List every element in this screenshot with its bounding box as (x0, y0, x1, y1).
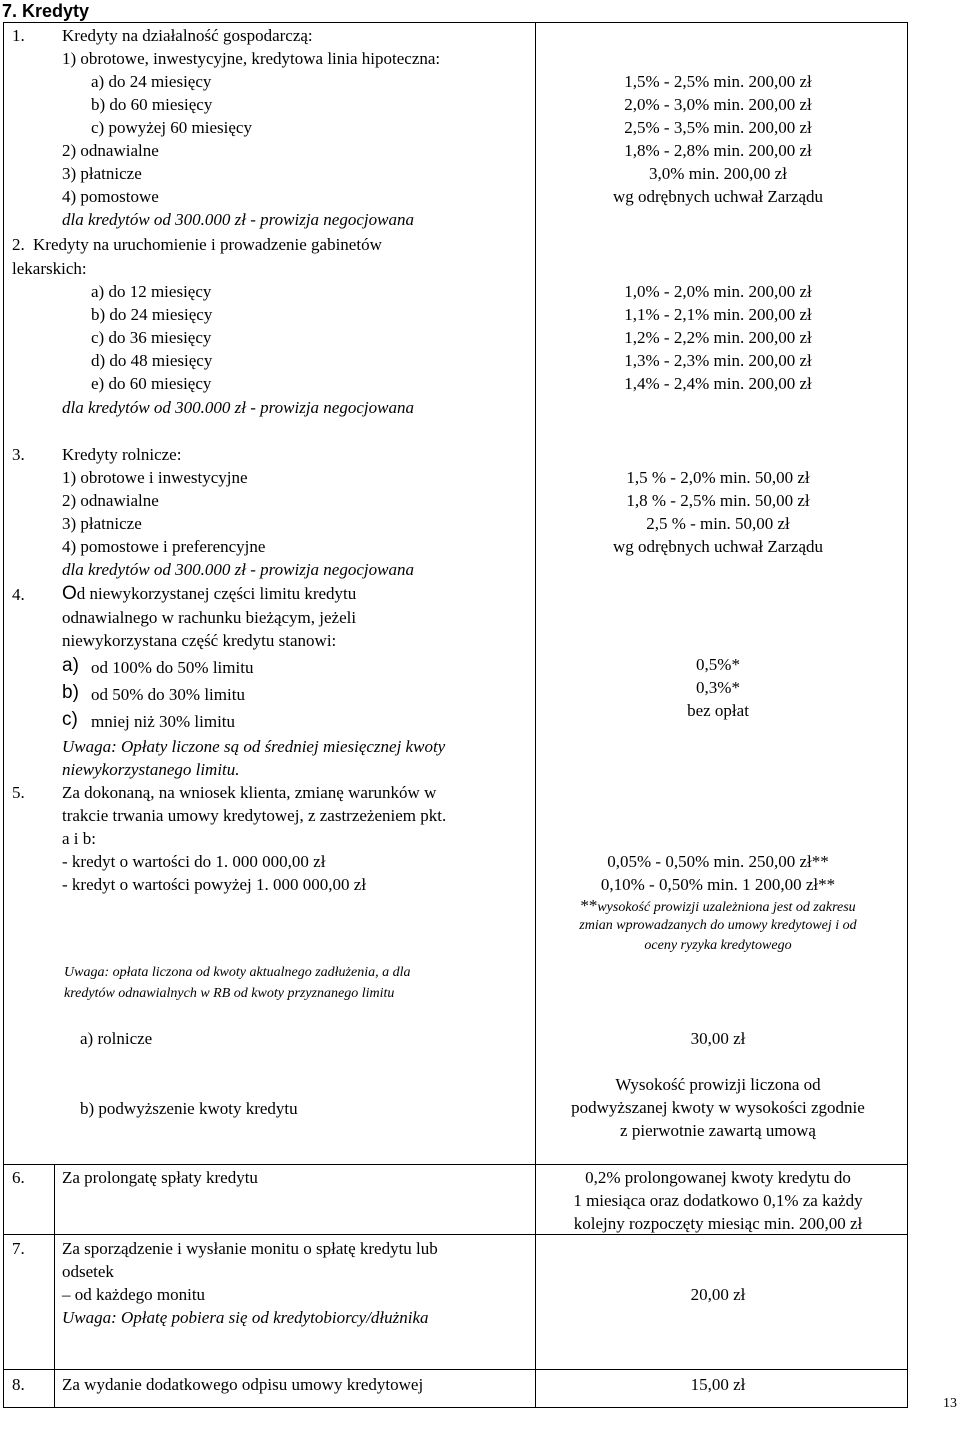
sub-item: - kredyt o wartości powyżej 1. 000 000,00 zł (62, 875, 367, 894)
column-divider-lower (535, 1164, 536, 1408)
sub-item: e) do 60 miesięcy (91, 374, 212, 393)
sub-item: – od każdego monitu (62, 1285, 206, 1304)
sub-item: mniej niż 30% limitu (91, 712, 236, 731)
item-number: 7. (12, 1239, 25, 1258)
sub-item: a) do 24 miesięcy (91, 72, 212, 91)
fee-value: 1,8% - 2,8% min. 200,00 zł (624, 141, 812, 160)
heading-text: d niewykorzystanej części limitu kredytu (76, 584, 357, 603)
fee-value: 1,0% - 2,0% min. 200,00 zł (624, 282, 812, 301)
item-letter: c) (62, 709, 78, 730)
fee-value: 2,5 % - min. 50,00 zł (646, 514, 790, 533)
fee-value: Wysokość prowizji liczona od (615, 1075, 821, 1094)
section-heading: Kredyty na uruchomienie i prowadzenie gabinetów (33, 235, 382, 254)
fee-value: kolejny rozpoczęty miesiąc min. 200,00 zł (573, 1214, 863, 1233)
sub-item: 2) odnawialne (62, 141, 159, 160)
sub-item: od 50% do 30% limitu (91, 685, 245, 704)
fee-value: 20,00 zł (690, 1285, 746, 1304)
drop-letter: O (62, 583, 77, 604)
fee-value: 1,5% - 2,5% min. 200,00 zł (624, 72, 812, 91)
sub-item: a) do 12 miesięcy (91, 282, 212, 301)
section-heading: Za wydanie dodatkowego odpisu umowy kredytowej (62, 1375, 424, 1394)
sub-item: 4) pomostowe (62, 187, 159, 206)
sub-item: - kredyt o wartości do 1. 000 000,00 zł (62, 852, 326, 871)
section-heading: lekarskich: (12, 259, 87, 278)
sub-item: b) do 24 miesięcy (91, 305, 213, 324)
fee-value: 3,0% min. 200,00 zł (649, 164, 787, 183)
usage-note: Uwaga: Opłaty liczone są od średniej miesięcznej kwoty (62, 737, 446, 756)
number-column-divider (54, 1164, 55, 1408)
sub-item: 1) obrotowe, inwestycyjne, kredytowa linia hipoteczna: (62, 49, 441, 68)
fee-value: 2,5% - 3,5% min. 200,00 zł (624, 118, 812, 137)
fee-value: 30,00 zł (690, 1029, 746, 1048)
section-text: odsetek (62, 1262, 114, 1281)
section-text: niewykorzystana część kredytu stanowi: (62, 631, 337, 650)
section-text: odnawialnego w rachunku bieżącym, jeżeli (62, 608, 357, 627)
row-divider (3, 1164, 908, 1165)
footnote-text: oceny ryzyka kredytowego (644, 938, 792, 953)
section-text: trakcie trwania umowy kredytowej, z zastrzeżeniem pkt. (62, 806, 447, 825)
item-letter: b) (62, 682, 79, 703)
row-divider (3, 1369, 908, 1370)
fee-value: wg odrębnych uchwał Zarządu (612, 537, 824, 556)
fee-value: 0,05% - 0,50% min. 250,00 zł** (607, 852, 829, 871)
fee-value: 1,3% - 2,3% min. 200,00 zł (624, 351, 812, 370)
sub-item: c) powyżej 60 miesięcy (91, 118, 252, 137)
sub-item: 2) odnawialne (62, 491, 159, 510)
usage-note: kredytów odnawialnych w RB od kwoty przyznanego limitu (64, 986, 395, 1001)
fee-value: 0,2% prolongowanej kwoty kredytu do (585, 1168, 851, 1187)
usage-note: Uwaga: opłata liczona od kwoty aktualnego zadłużenia, a dla (64, 965, 411, 980)
sub-item: a) rolnicze (80, 1029, 153, 1048)
section-heading: Kredyty na działalność gospodarczą: (62, 26, 313, 45)
item-number: 6. (12, 1168, 25, 1187)
item-letter: a) (62, 655, 79, 676)
column-divider-upper (535, 22, 536, 1165)
sub-item: 3) płatnicze (62, 164, 142, 183)
commission-note: dla kredytów od 300.000 zł - prowizja negocjowana (62, 398, 414, 417)
item-number: 3. (12, 445, 25, 464)
fee-value: bez opłat (687, 701, 749, 720)
section-heading: Kredyty rolnicze: (62, 445, 182, 464)
fee-value: 0,3%* (696, 678, 740, 697)
footnote (540, 896, 896, 918)
fee-value: 1,5 % - 2,0% min. 50,00 zł (626, 468, 810, 487)
item-number: 5. (12, 783, 25, 802)
sub-item: b) do 60 miesięcy (91, 95, 213, 114)
page-number: 13 (943, 1396, 957, 1411)
sub-item: 1) obrotowe i inwestycyjne (62, 468, 248, 487)
item-number: 2. (12, 235, 25, 254)
sub-item: 3) płatnicze (62, 514, 142, 533)
section-title: 7. Kredyty (2, 1, 90, 21)
fee-value: 1,1% - 2,1% min. 200,00 zł (624, 305, 812, 324)
fee-value: 0,5%* (696, 655, 740, 674)
sub-item: d) do 48 miesięcy (91, 351, 213, 370)
footnote-text: zmian wprowadzanych do umowy kredytowej i od (579, 918, 857, 933)
fee-value: 1 miesiąca oraz dodatkowo 0,1% za każdy (573, 1191, 863, 1210)
fee-value: 15,00 zł (690, 1375, 746, 1394)
section-heading (62, 582, 356, 605)
sub-item: 4) pomostowe i preferencyjne (62, 537, 266, 556)
fee-value: podwyższanej kwoty w wysokości zgodnie (571, 1098, 865, 1117)
commission-note: dla kredytów od 300.000 zł - prowizja negocjowana (62, 210, 414, 229)
item-number: 4. (12, 585, 25, 604)
footnote-text: wysokość prowizji uzależniona jest od zakresu (597, 900, 856, 915)
section-text: a i b: (62, 829, 96, 848)
sub-item: od 100% do 50% limitu (91, 658, 254, 677)
sub-item: b) podwyższenie kwoty kredytu (80, 1099, 298, 1118)
item-number: 1. (12, 26, 25, 45)
fee-value: wg odrębnych uchwał Zarządu (612, 187, 824, 206)
fee-value: 0,10% - 0,50% min. 1 200,00 zł** (600, 875, 836, 894)
fee-value: 2,0% - 3,0% min. 200,00 zł (624, 95, 812, 114)
fee-value: 1,8 % - 2,5% min. 50,00 zł (626, 491, 810, 510)
fee-value: z pierwotnie zawartą umową (620, 1121, 816, 1140)
section-heading: Za prolongatę spłaty kredytu (62, 1168, 258, 1187)
sub-item: c) do 36 miesięcy (91, 328, 212, 347)
fee-value: 1,2% - 2,2% min. 200,00 zł (624, 328, 812, 347)
usage-note: niewykorzystanego limitu. (62, 760, 240, 779)
item-number: 8. (12, 1375, 25, 1394)
section-heading: Za sporządzenie i wysłanie monitu o spłatę kredytu lub (62, 1239, 438, 1258)
commission-note: dla kredytów od 300.000 zł - prowizja negocjowana (62, 560, 414, 579)
section-heading: Za dokonaną, na wniosek klienta, zmianę warunków w (62, 783, 437, 802)
footnote-mark: ** (580, 896, 598, 915)
usage-note: Uwaga: Opłatę pobiera się od kredytobiorcy/dłużnika (62, 1308, 429, 1327)
fee-value: 1,4% - 2,4% min. 200,00 zł (624, 374, 812, 393)
